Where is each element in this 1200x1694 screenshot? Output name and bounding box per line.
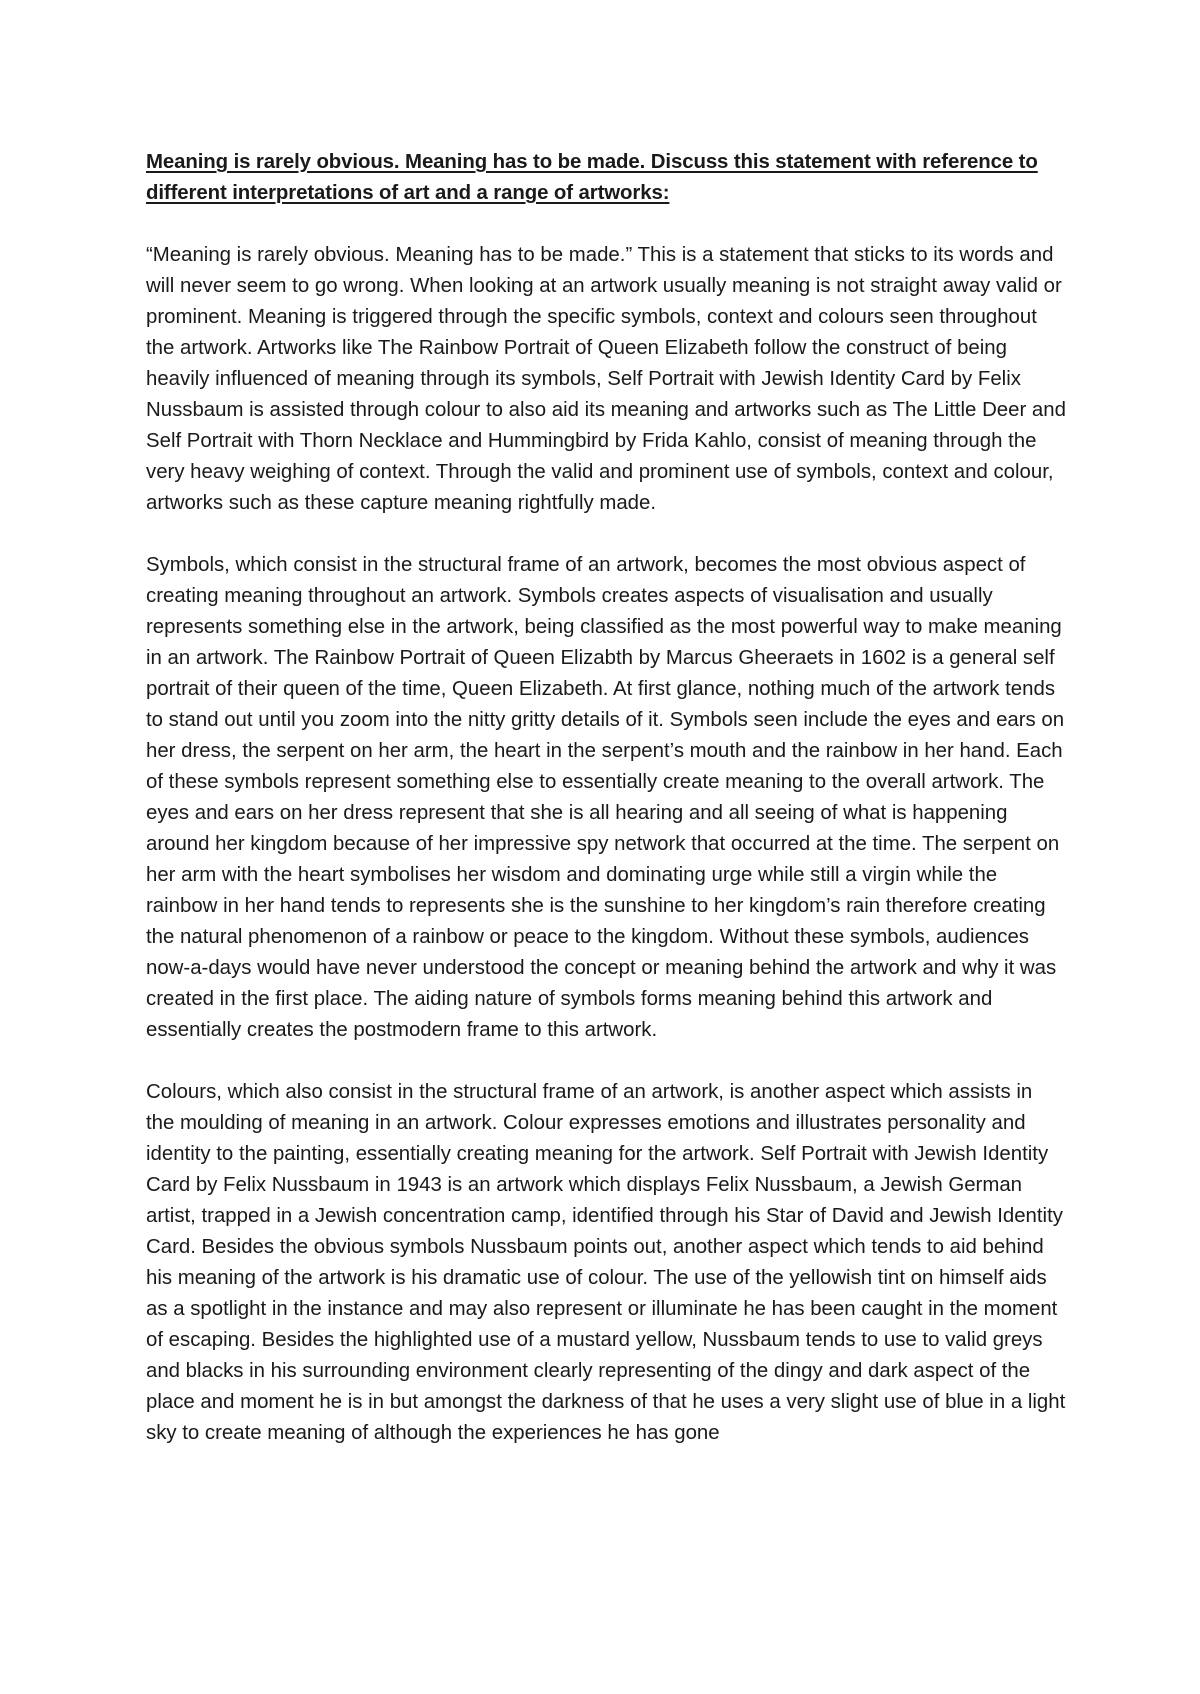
paragraph-colours: Colours, which also consist in the structural frame of an artwork, is another aspect which assists in the moulding of meaning in an artwork. Colour expresses emotions and illustrates personality and identity to the painting, essentially creating meaning for the artwork. Self Portrait with Jewish Identity Card by Felix Nussbaum in 1943 is an artwork which displays Felix Nussbaum, a Jewish German artist, trapped in a Jewish concentration camp, identified through his Star of David and Jewish Identity Card. Besides the obvious symbols Nussbaum points out, another aspect which tends to aid behind his meaning of the artwork is his dramatic use of colour. The use of the yellowish tint on himself aids as a spotlight in the instance and may also represent or illuminate he has been caught in the moment of escaping. Besides the highlighted use of a mustard yellow, Nussbaum tends to use to valid greys and blacks in his surrounding environment clearly representing of the dingy and dark aspect of the place and moment he is in but amongst the darkness of that he uses a very slight use of blue in a light sky to create meaning of although the experiences he has gone	[146, 1081, 1066, 1444]
paragraph-symbols: Symbols, which consist in the structural frame of an artwork, becomes the most obvious aspect of creating meaning throughout an artwork. Symbols creates aspects of visualisation and usually represents something else in the artwork, being classified as the most powerful way to make meaning in an artwork. The Rainbow Portrait of Queen Elizabth by Marcus Gheeraets in 1602 is a general self portrait of their queen of the time, Queen Elizabeth. At first glance, nothing much of the artwork tends to stand out until you zoom into the nitty gritty details of it. Symbols seen include the eyes and ears on her dress, the serpent on her arm, the heart in the serpent’s mouth and the rainbow in her hand. Each of these symbols represent something else to essentially create meaning to the overall artwork. The eyes and ears on her dress represent that she is all hearing and all seeing of what is happening around her kingdom because of her impressive spy network that occurred at the time. The serpent on her arm with the heart symbolises her wisdom and dominating urge while still a virgin while the rainbow in her hand tends to represents she is the sunshine to her kingdom’s rain therefore creating the natural phenomenon of a rainbow or peace to the kingdom. Without these symbols, audiences now-a-days would have never understood the concept or meaning behind the artwork and why it was created in the first place. The aiding nature of symbols forms meaning behind this artwork and essentially creates the postmodern frame to this artwork.	[146, 554, 1065, 1041]
document-body	[146, 147, 1066, 1449]
paragraph-introduction: “Meaning is rarely obvious. Meaning has to be made.” This is a statement that sticks to its words and will never seem to go wrong. When looking at an artwork usually meaning is not straight away valid or prominent. Meaning is triggered through the specific symbols, context and colours seen throughout the artwork. Artworks like The Rainbow Portrait of Queen Elizabeth follow the construct of being heavily influenced of meaning through its symbols, Self Portrait with Jewish Identity Card by Felix Nussbaum is assisted through colour to also aid its meaning and artworks such as The Little Deer and Self Portrait with Thorn Necklace and Hummingbird by Frida Kahlo, consist of meaning through the very heavy weighing of context. Through the valid and prominent use of symbols, context and colour, artworks such as these capture meaning rightfully made.	[146, 244, 1066, 514]
essay-question-heading: Meaning is rarely obvious. Meaning has to be made. Discuss this statement with reference to different interpretations of art and a range of artworks:	[146, 151, 1038, 204]
